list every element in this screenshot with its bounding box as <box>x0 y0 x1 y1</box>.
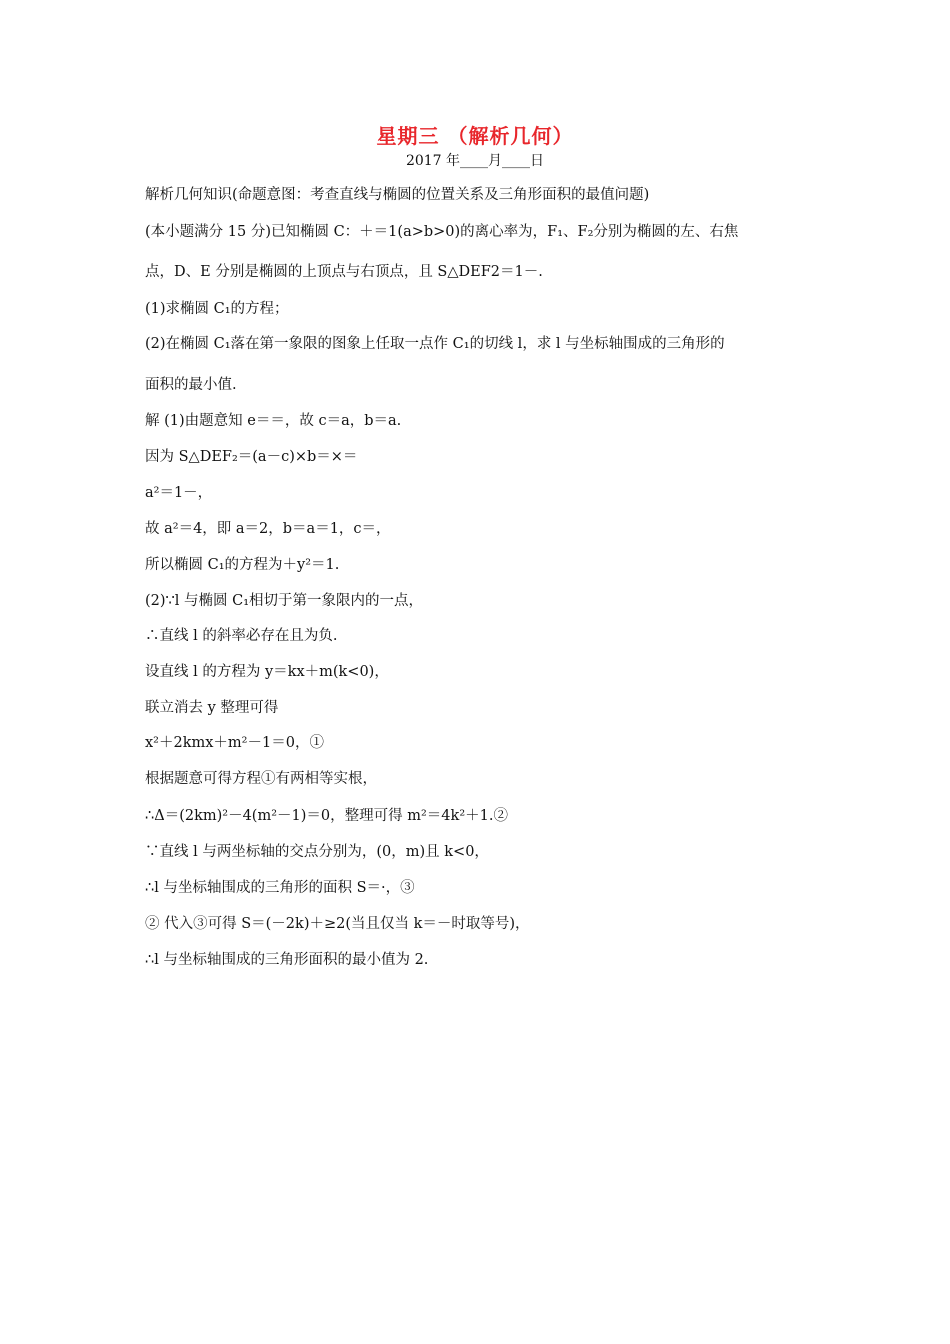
solution-line: 联立消去 y 整理可得 <box>145 700 279 716</box>
solution-line: ∴l 与坐标轴围成的三角形的面积 S＝·，③ <box>145 880 415 896</box>
solution-line: ∵直线 l 与两坐标轴的交点分别为，(0，m)且 k<0， <box>145 844 489 860</box>
intro-line: 解析几何知识(命题意图：考查直线与椭圆的位置关系及三角形面积的最值问题) <box>145 187 650 203</box>
solution-line: ∴直线 l 的斜率必存在且为负. <box>145 628 338 644</box>
solution-line: (2)∵l 与椭圆 C₁相切于第一象限内的一点， <box>145 593 424 609</box>
solution-line: 故 a²＝4，即 a＝2，b＝a＝1，c＝， <box>145 521 391 537</box>
question-1: (1)求椭圆 C₁的方程； <box>145 301 289 317</box>
page-title: 星期三 （解析几何） <box>376 124 574 148</box>
solution-line: a²＝1－， <box>145 485 213 501</box>
solution-line: 设直线 l 的方程为 y＝kx＋m(k<0)， <box>145 664 389 680</box>
solution-line: 因为 S△DEF₂＝(a－c)×b＝×＝ <box>145 449 358 465</box>
solution-line: ② 代入③可得 S＝(－2k)＋≥2(当且仅当 k＝－时取等号)， <box>145 916 530 932</box>
question-2-cont: 面积的最小值. <box>145 377 237 393</box>
solution-line: 根据题意可得方程①有两相等实根， <box>145 771 377 787</box>
problem-line: (本小题满分 15 分)已知椭圆 C：＋＝1(a>b>0)的离心率为，F₁、F₂分别为椭圆的左、右焦 <box>145 224 739 240</box>
question-2: (2)在椭圆 C₁落在第一象限的图象上任取一点作 C₁的切线 l，求 l 与坐标轴围成的三角形的 <box>145 336 725 352</box>
solution-line: 解 (1)由题意知 e＝＝，故 c＝a，b＝a. <box>145 413 402 429</box>
problem-line: 点，D、E 分别是椭圆的上顶点与右顶点，且 S△DEF2＝1－. <box>145 264 543 280</box>
solution-conclusion: ∴l 与坐标轴围成的三角形面积的最小值为 2. <box>145 952 429 968</box>
solution-line: 所以椭圆 C₁的方程为＋y²＝1. <box>145 557 340 573</box>
solution-line: ∴Δ＝(2km)²－4(m²－1)＝0，整理可得 m²＝4k²＋1.② <box>145 808 508 824</box>
solution-line: x²＋2kmx＋m²－1＝0，① <box>145 735 324 751</box>
date-line: 2017 年____月____日 <box>405 153 545 169</box>
